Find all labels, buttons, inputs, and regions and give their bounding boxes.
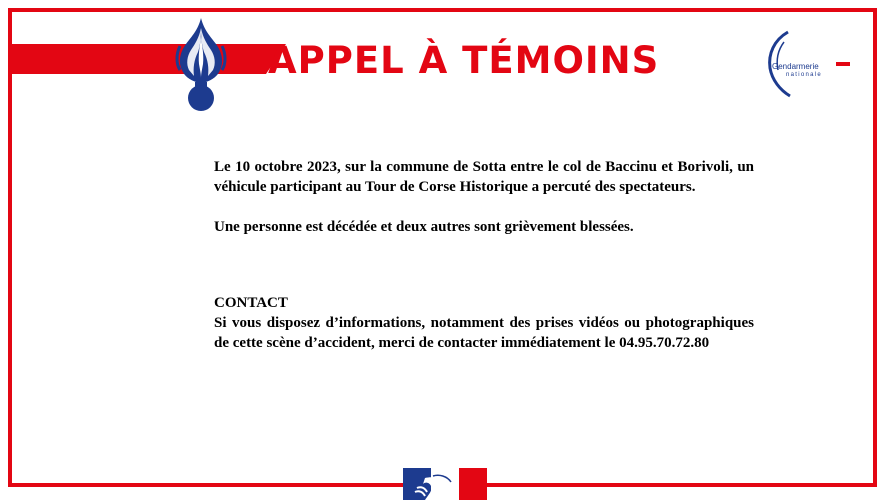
marianne-logo-icon [403, 468, 487, 500]
gendarmerie-logo-name: Gendarmerie [772, 62, 819, 71]
contact-paragraph: Si vous disposez d’informations, notamment des prises vidéos ou photographiques de cette scène d’accident, merci de contacter immédiatement le 04.95.70.72.80 [214, 315, 754, 351]
page-title: APPEL À TÉMOINS [268, 39, 660, 82]
incident-paragraph: Le 10 octobre 2023, sur la commune de Sotta entre le col de Baccinu et Borivoli, un véhicule participant au Tour de Corse Historique a percuté des spectateurs. [214, 159, 754, 195]
announcement-body [214, 157, 754, 353]
contact-heading: CONTACT [214, 295, 288, 311]
gendarmerie-logo-subtitle: nationale [786, 72, 823, 78]
gendarmerie-grenade-icon [174, 16, 228, 112]
victims-paragraph: Une personne est décédée et deux autres sont grièvement blessées. [214, 219, 634, 235]
